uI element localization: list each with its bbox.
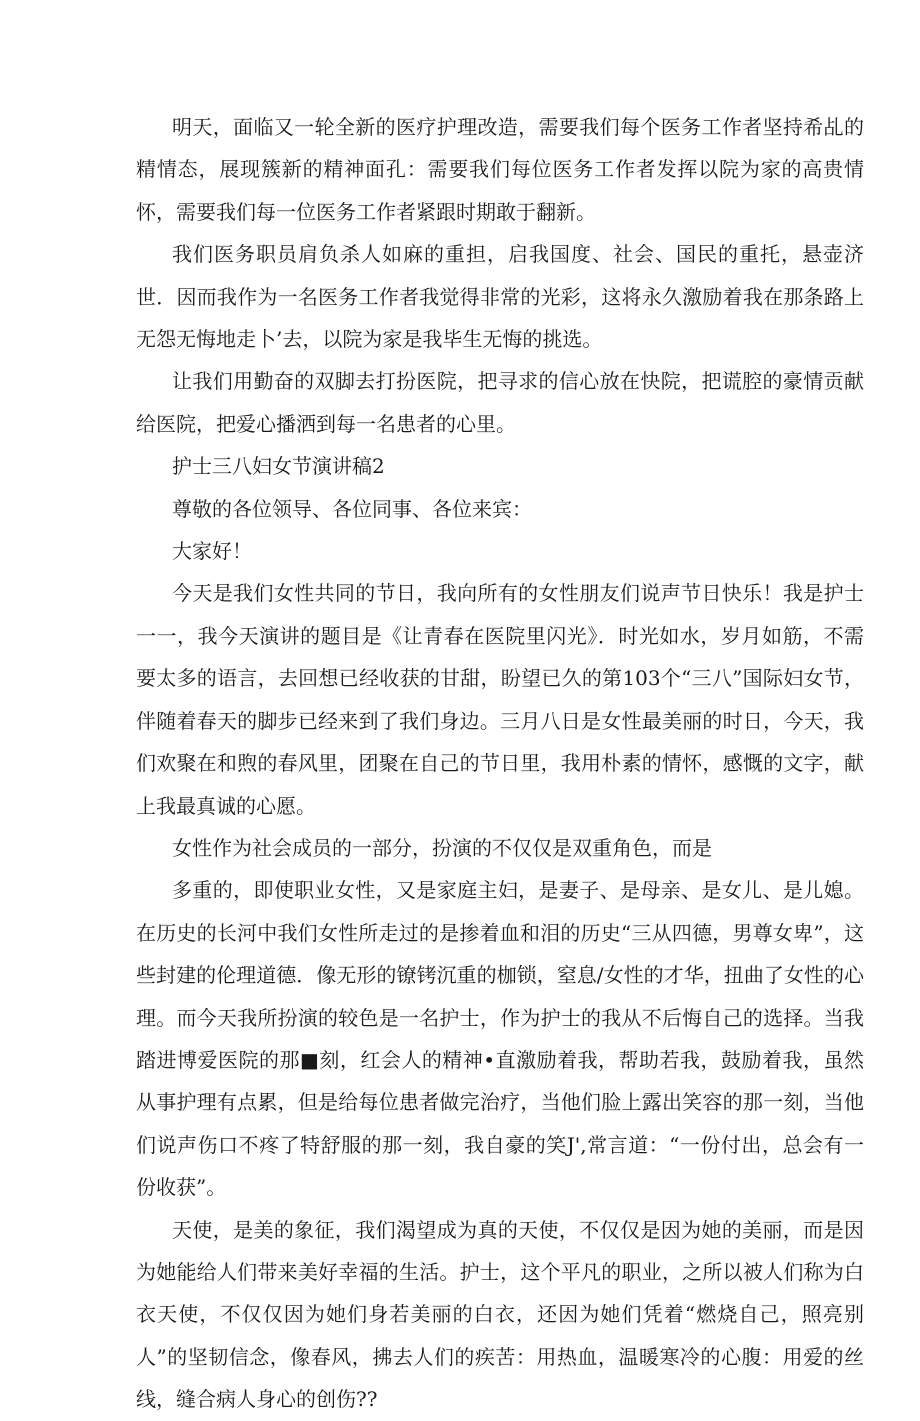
greeting: 大家好！ <box>172 539 252 564</box>
paragraph-angel: 天使，是美的象征，我们渴望成为真的天使，不仅仅是因为她的美丽，而是因为她能给人们带来美好幸福的生活。护士，这个平凡的职业，之所以被人们称为白衣天使，不仅仅因为她们身若美丽的白衣，还因为她们凭着“燃烧自己，照亮别人”的坚韧信念，像春风，拂去人们的疾苦：用热血，温暖寒冷的心腹：用爱的丝线，缝合病人身心的创伤?? <box>136 1217 864 1412</box>
paragraph-introduction: 今天是我们女性共同的节日，我向所有的女性朋友们说声节日快乐！我是护士一一，我今天演讲的题目是《让青春在医院里闪光》．时光如水，岁月如筋，不需要太多的语言，去回想已经收获的甘甜，盼望已久的第103个“三八”国际妇女节，伴随着春天的脚步已经来到了我们身边。三月八日是女性最美丽的时日，今天，我们欢聚在和煦的春风里，团聚在自己的节日里，我用朴素的情怀，感慨的文字，献上我最真诚的心愿。 <box>136 581 864 818</box>
salutation: 尊敬的各位领导、各位同事、各位来宾： <box>172 496 532 521</box>
speech-title: 护士三八妇女节演讲稿2 <box>172 454 385 479</box>
paragraph-responsibility: 我们医务职员肩负杀人如麻的重担，启我国度、社会、国民的重托，悬壶济世．因而我作为一名医务工作者我觉得非常的光彩，这将永久激励着我在那条路上无怨无悔地走卜’去，以院为家是我毕生无悔的挑选。 <box>136 242 864 352</box>
paragraph-call-to-action: 让我们用勤奋的双脚去打扮医院，把寻求的信心放在快院，把谎腔的豪情贡献给医院，把爱心播洒到每一名患者的心里。 <box>136 369 864 436</box>
paragraph-outlook: 明天，面临又一轮全新的医疗护理改造，需要我们每个医务工作者坚持希乩的精情态，展现簇新的精神面孔：需要我们每位医务工作者发挥以院为家的高贵情怀，需要我们每一位医务工作者紧跟时期敢于翻新。 <box>136 115 864 224</box>
paragraph-roles-start: 女性作为社会成员的一部分，扮演的不仅仅是双重角色，而是 <box>172 835 712 860</box>
paragraph-roles-continued: 多重的，即使职业女性，又是家庭主妇，是妻子、是母亲、是女儿、是儿媳。在历史的长河中我们女性所走过的是掺着血和泪的历史“三从四德，男尊女卑”，这些封建的伦理道德．像无形的镣铐沉重的枷锁，窒息/女性的才华，扭曲了女性的心理。而今天我所扮演的较色是一名护士，作为护士的我从不后悔自己的选择。当我踏进博爱医院的那■刻，红会人的精神•直激励着我，帮助若我，鼓励着我，虽然从事护理有点累，但是给每位患者做完治疗，当他们脸上露出笑容的那一刻，当他们说声伤口不疼了特舒服的那一刻，我自豪的笑J',常言道：“一份付出，总会有一份收获”。 <box>136 878 864 1200</box>
